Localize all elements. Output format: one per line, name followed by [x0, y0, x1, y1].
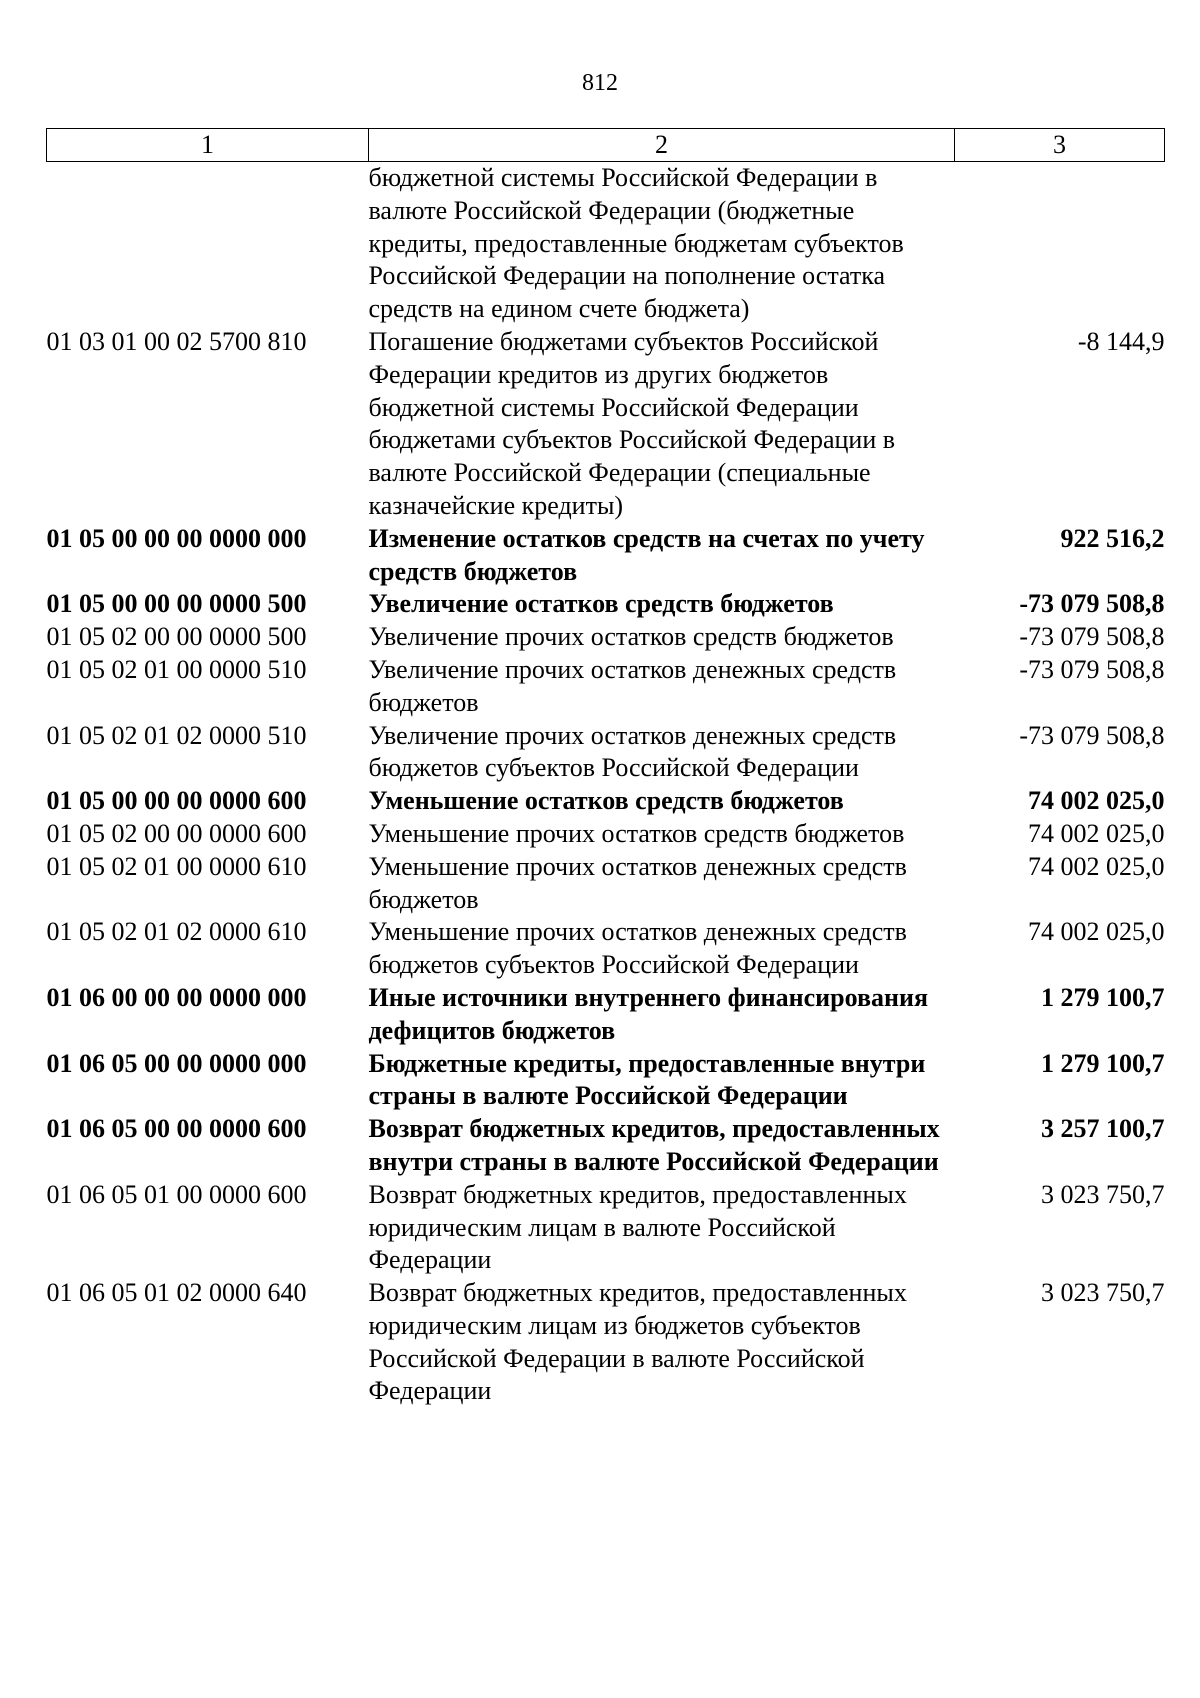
row-name-cell: Изменение остатков средств на счетах по учету средств бюджетов: [368, 523, 925, 586]
row-name-cell: Возврат бюджетных кредитов, предоставленных юридическим лицам в валюте Российской Федерации: [368, 1179, 907, 1275]
row-value-cell: 3 023 750,7: [1041, 1179, 1165, 1209]
row-value-cell: -73 079 508,8: [1019, 589, 1165, 619]
table-row: [47, 588, 1165, 621]
table-row: [47, 523, 1165, 589]
row-name-cell: бюджетной системы Российской Федерации в валюте Российской Федерации (бюджетные кредиты, предоставленные бюджетам субъектов Российской Федерации на пополнение остатка средств на едином счете бюджета): [368, 163, 904, 324]
row-code-cell: 01 05 02 01 00 0000 510: [46, 654, 307, 684]
budget-sources-table: [46, 128, 1165, 1408]
row-value-cell: 74 002 025,0: [1028, 851, 1165, 881]
row-name-cell: Возврат бюджетных кредитов, предоставленных внутри страны в валюте Российской Федерации: [368, 1114, 940, 1176]
table-row: [47, 1048, 1165, 1114]
row-code-cell: 01 06 05 01 00 0000 600: [46, 1179, 307, 1209]
row-name-cell: Увеличение остатков средств бюджетов: [368, 589, 834, 619]
row-code-cell: 01 05 00 00 00 0000 600: [46, 786, 307, 816]
row-value-cell: 922 516,2: [1060, 523, 1165, 553]
row-code-cell: 01 05 02 01 00 0000 610: [46, 851, 307, 881]
column-header-code: 1: [47, 129, 369, 162]
row-code-cell: 01 06 05 00 00 0000 600: [46, 1114, 307, 1144]
row-value-cell: 3 023 750,7: [1041, 1278, 1165, 1308]
row-name-cell: Увеличение прочих остатков денежных средств бюджетов субъектов Российской Федерации: [368, 720, 897, 783]
row-code-cell: 01 05 02 00 00 0000 600: [46, 818, 307, 848]
row-name-cell: Уменьшение прочих остатков денежных средств бюджетов: [368, 851, 907, 914]
row-name-cell: Возврат бюджетных кредитов, предоставленных юридическим лицам из бюджетов субъектов Российской Федерации в валюте Российской Федерации: [368, 1278, 907, 1406]
row-value-cell: -73 079 508,8: [1019, 720, 1165, 750]
column-header-name: 2: [369, 129, 955, 162]
table-row: [47, 916, 1165, 982]
table-row: [47, 621, 1165, 654]
row-code-cell: 01 05 02 01 02 0000 510: [46, 720, 307, 750]
table-row: [47, 162, 1165, 326]
row-code-cell: 01 06 00 00 00 0000 000: [46, 982, 307, 1012]
row-value-cell: 74 002 025,0: [1028, 786, 1165, 816]
row-code-cell: 01 06 05 00 00 0000 000: [46, 1048, 307, 1078]
column-header-value: 3: [955, 129, 1165, 162]
table-row: [47, 818, 1165, 851]
row-value-cell: 1 279 100,7: [1041, 1048, 1165, 1078]
row-code-cell: [47, 162, 369, 326]
row-code-cell: 01 05 02 00 00 0000 500: [46, 622, 307, 652]
row-name-cell: Уменьшение прочих остатков денежных средств бюджетов субъектов Российской Федерации: [368, 917, 907, 980]
row-name-cell: Уменьшение остатков средств бюджетов: [368, 786, 844, 816]
row-name-cell: Увеличение прочих остатков средств бюджетов: [368, 622, 894, 652]
row-value-cell: [955, 162, 1165, 326]
row-value-cell: 3 257 100,7: [1041, 1114, 1165, 1144]
table-header-row: [47, 129, 1165, 162]
row-name-cell: Увеличение прочих остатков денежных средств бюджетов: [368, 654, 897, 717]
row-value-cell: -8 144,9: [1077, 326, 1165, 356]
table-body: [47, 162, 1165, 1409]
row-name-cell: Погашение бюджетами субъектов Российской Федерации кредитов из других бюджетов бюджетной системы Российской Федерации бюджетами субъектов Российской Федерации в валюте Российской Федерации (специальные казначейские кредиты): [368, 326, 896, 520]
row-code-cell: 01 05 02 01 02 0000 610: [46, 917, 307, 947]
table-row: [47, 982, 1165, 1048]
table-row: [47, 720, 1165, 786]
row-name-cell: Иные источники внутреннего финансирования дефицитов бюджетов: [368, 982, 929, 1045]
row-code-cell: 01 05 00 00 00 0000 500: [46, 589, 307, 619]
table-row: [47, 1113, 1165, 1179]
table-row: [47, 1277, 1165, 1408]
row-name-cell: Уменьшение прочих остатков средств бюджетов: [368, 818, 905, 848]
table-row: [47, 785, 1165, 818]
table-row: [47, 654, 1165, 720]
row-value-cell: -73 079 508,8: [1019, 622, 1165, 652]
row-name-cell: Бюджетные кредиты, предоставленные внутри страны в валюте Российской Федерации: [368, 1048, 926, 1111]
row-code-cell: 01 06 05 01 02 0000 640: [46, 1278, 307, 1308]
table-row: [47, 1179, 1165, 1277]
row-value-cell: -73 079 508,8: [1019, 654, 1165, 684]
row-value-cell: 74 002 025,0: [1028, 818, 1165, 848]
row-value-cell: 74 002 025,0: [1028, 917, 1165, 947]
row-code-cell: 01 03 01 00 02 5700 810: [46, 326, 307, 356]
row-code-cell: 01 05 00 00 00 0000 000: [46, 523, 307, 553]
table-row: [47, 851, 1165, 917]
row-value-cell: 1 279 100,7: [1041, 982, 1165, 1012]
page-number: 812: [582, 70, 618, 96]
table-row: [47, 326, 1165, 523]
